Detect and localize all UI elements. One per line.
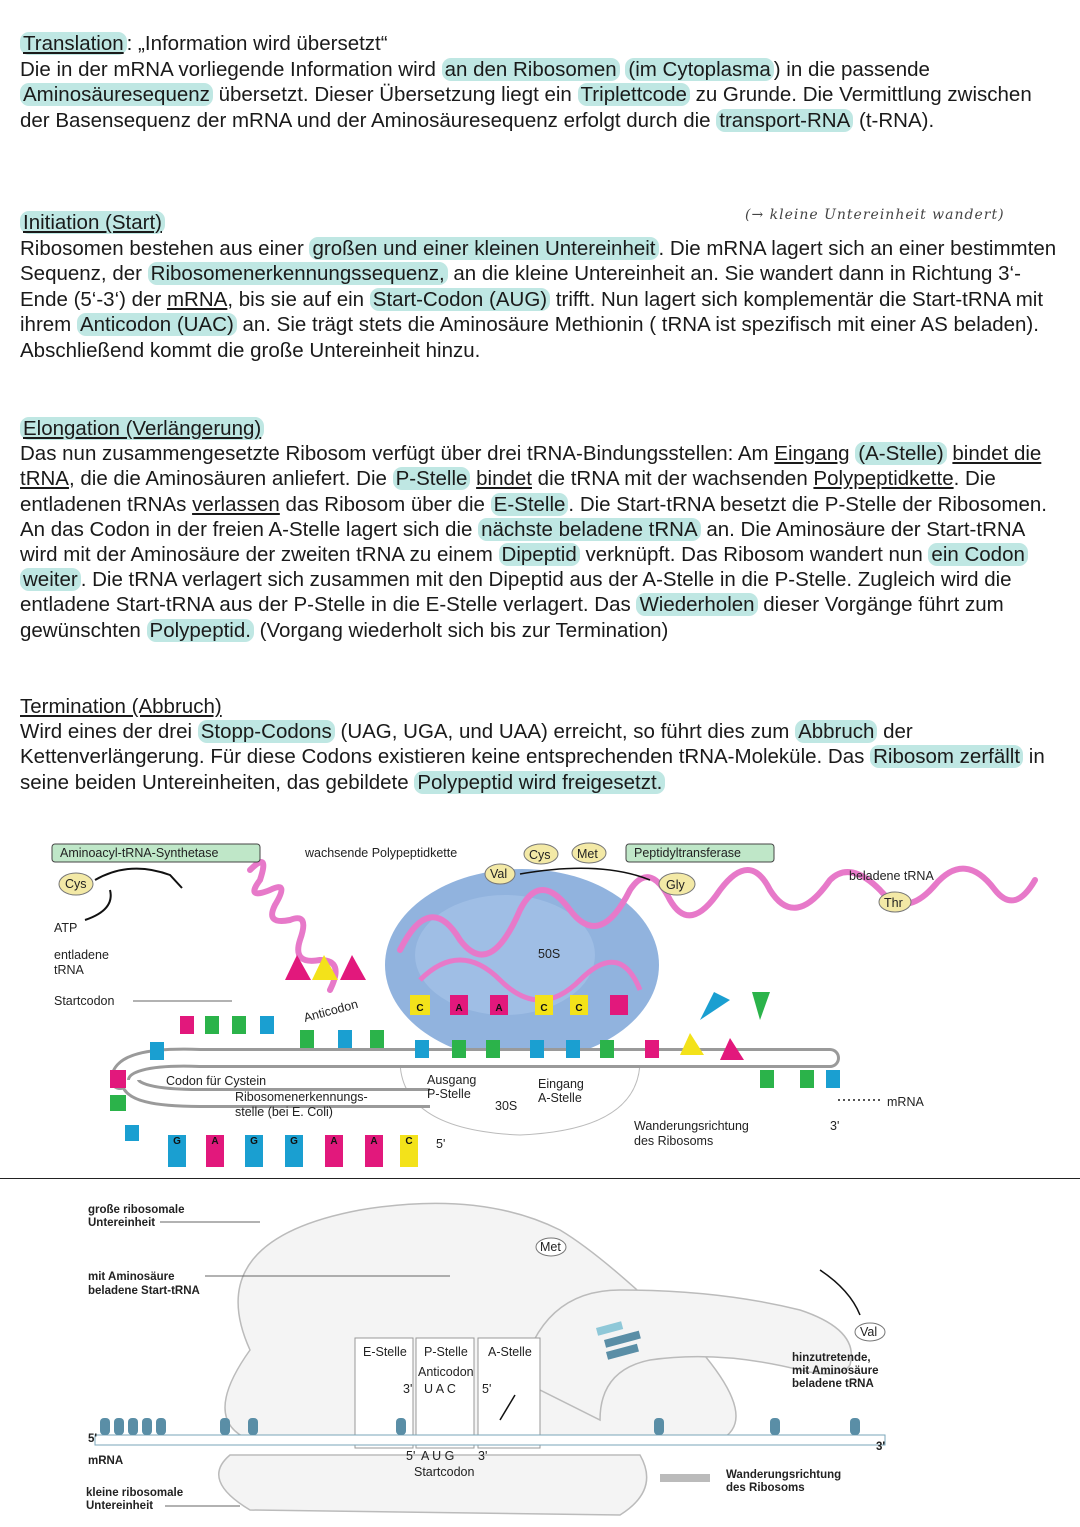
base-g-7: [826, 1070, 840, 1088]
lower-base-letter-4: G: [290, 1136, 298, 1147]
small-subunit-shape: [219, 1455, 647, 1515]
mit-as-label-1: mit Aminosäure: [88, 1271, 175, 1283]
five-prime-label: 5': [436, 1137, 446, 1151]
base-g-6: [566, 1040, 580, 1058]
ausgang-label-1: Ausgang: [427, 1073, 477, 1087]
translation-section: Translation : „Information wird übersetzt“ Die in der mRNA vorliegende Information wird an den Ribosomen (im Cytoplasma ) in die passende Aminosäuresequenz übersetzt. Dieser Übersetzung liegt ein Triplettcode zu Grunde. Die Vermittlung zwischen der Basensequenz der mRNA und der Aminosäuresequenz erfolgt durch die transport-RNA (t-RNA).: [20, 32, 1032, 132]
bump: [100, 1418, 110, 1435]
cys-top-label: Cys: [529, 848, 551, 862]
gly-label: Gly: [666, 878, 685, 892]
bump: [248, 1418, 258, 1435]
translation-diagram-initiation: [0, 1180, 1080, 1527]
handwritten-note: (→ kleine Untereinheit wandert): [745, 207, 1005, 223]
mid-base-a-1: A: [455, 1003, 463, 1014]
mid-base-c-3: C: [575, 1003, 583, 1014]
lower-base-letter-1: G: [173, 1136, 181, 1147]
trna-g: [700, 992, 730, 1020]
kleine-label-1: kleine ribosomale: [86, 1487, 184, 1499]
ausgang-label-2: P-Stelle: [427, 1087, 471, 1101]
a-stelle-label: A-Stelle: [488, 1345, 532, 1359]
lower-base-letter-6: A: [370, 1136, 378, 1147]
entladene-label-1: entladene: [54, 948, 109, 962]
bump: [850, 1418, 860, 1435]
hinzu-label-2: mit Aminosäure: [792, 1365, 879, 1377]
bump: [142, 1418, 152, 1435]
translation-heading: Translation: [20, 32, 127, 55]
wander-label-4: des Ribosoms: [726, 1482, 805, 1494]
bump: [396, 1418, 406, 1435]
bump: [220, 1418, 230, 1435]
atp-label: ATP: [54, 921, 78, 935]
translation-diagram-elongation: [0, 830, 1080, 1180]
three-prime-codon: 3': [478, 1449, 488, 1463]
base-g-2: [260, 1016, 274, 1034]
grosse-label-1: große ribosomale: [88, 1204, 185, 1216]
wander-label-2: des Ribosoms: [634, 1134, 714, 1148]
s30-label: 30S: [495, 1099, 518, 1113]
mit-as-label-2: beladene Start-tRNA: [88, 1285, 200, 1297]
eingang-label-1: Eingang: [538, 1077, 584, 1091]
rbs-label-2: stelle (bei E. Coli): [235, 1105, 333, 1119]
startcodon-label: Startcodon: [54, 994, 115, 1008]
base-g-5: [530, 1040, 544, 1058]
base-g-3: [338, 1030, 352, 1048]
base-g-4: [415, 1040, 429, 1058]
elongation-heading: Elongation (Verlängerung): [20, 417, 264, 440]
s50-label: 50S: [538, 947, 561, 961]
eingang-label-2: A-Stelle: [538, 1091, 582, 1105]
wander-label-3: Wanderungsrichtung: [726, 1469, 842, 1481]
mid-base-a-2: A: [495, 1003, 503, 1014]
cys-left-label: Cys: [65, 877, 87, 891]
synthetase-arrow: [95, 869, 182, 888]
base-u-1: [205, 1016, 219, 1034]
termination-heading: Termination (Abbruch): [20, 695, 222, 718]
bump: [128, 1418, 138, 1435]
polypeptide-label: wachsende Polypeptidkette: [305, 846, 458, 860]
codon-cystein-label: Codon für Cystein: [166, 1074, 267, 1088]
base-u-5: [452, 1040, 466, 1058]
p-stelle-label: P-Stelle: [424, 1345, 468, 1359]
trna-c: [680, 1033, 704, 1055]
mrna-label: mRNA: [887, 1095, 924, 1109]
lower-base-letter-3: G: [250, 1136, 258, 1147]
base-u-3: [300, 1030, 314, 1048]
base-u-4: [370, 1030, 384, 1048]
grosse-label-2: Untereinheit: [88, 1217, 156, 1229]
bump: [156, 1418, 166, 1435]
mid-base-c-2: C: [540, 1003, 548, 1014]
mrna-band: [95, 1435, 885, 1445]
figure-divider: [0, 1178, 1080, 1179]
val-label-2: Val: [860, 1325, 878, 1339]
base-u-9: [800, 1070, 814, 1088]
three-prime-label: 3': [830, 1119, 840, 1133]
startcodon-label-2: Startcodon: [414, 1465, 475, 1479]
lower-base-letter-7: C: [405, 1136, 413, 1147]
entladene-label-2: tRNA: [54, 963, 84, 977]
anticodon-seq: U A C: [424, 1382, 456, 1396]
hinzu-label-1: hinzutretende,: [792, 1352, 871, 1364]
base-u-10: [110, 1095, 126, 1111]
base-u-6: [486, 1040, 500, 1058]
base-u-2: [232, 1016, 246, 1034]
hinzu-label-3: beladene tRNA: [792, 1378, 874, 1390]
a-site-base-a2: [610, 995, 628, 1015]
mid-base-c-1: C: [416, 1003, 424, 1014]
mrna-bases-lower: [168, 1135, 418, 1167]
synthetase-label: Aminoacyl-tRNA-Synthetase: [60, 846, 219, 860]
base-a-1: [180, 1016, 194, 1034]
arrow-to-val: [820, 1270, 860, 1315]
kleine-label-2: Untereinheit: [86, 1500, 154, 1512]
trna-base-a2: [340, 955, 366, 980]
base-u-7: [600, 1040, 614, 1058]
elongation-section: Elongation (Verlängerung) Das nun zusammengesetzte Ribosom verfügt über drei tRNA-Bindungsstellen: Am Eingang (A-Stelle) bindet die tRNA, die die Aminosäuren anliefert. Die P-Stelle bindet die tRNA mit der wachsenden Polypeptidkette. Die entladenen tRNAs verlassen das Ribosom über die E-Stelle . Die Start-tRNA besetzt die P-Stelle der Ribosomen. An das Codon in der freien A-Stelle lagert sich die nächste beladene tRNA an. Die Aminosäure der Start-tRNA wird mit der Aminosäure der zweiten tRNA zu einem Dipeptid verknüpft. Das Ribosom wandert nun ein Codon weiter . Die tRNA verlagert sich zusammen mit den Dipeptid aus der A-Stelle in die P-Stelle. Zugleich wird die entladene Start-tRNA aus der P-Stelle in die E-Stelle verlagert. Das Wiederholen dieser Vorgänge führt zum gewünschten Polypeptid. (Vorgang wiederholt sich bis zur Termination): [20, 417, 1047, 642]
base-g-8: [125, 1125, 139, 1141]
bump: [654, 1418, 664, 1435]
anticodon-label: Anticodon: [302, 996, 360, 1025]
anticodon-label-2: Anticodon: [418, 1365, 474, 1379]
met-label: Met: [540, 1240, 561, 1254]
five-prime-anticodon: 5': [482, 1382, 492, 1396]
peptidyl-label: Peptidyltransferase: [634, 846, 742, 860]
lower-base-letter-2: A: [211, 1136, 219, 1147]
five-prime-codon: 5': [406, 1449, 416, 1463]
termination-section: Termination (Abbruch) Wird eines der drei Stopp-Codons (UAG, UGA, und UAA) erreicht, so führt dies zum Abbruch der Kettenverlängerung. Für diese Codons existieren keine entsprechenden tRNA-Moleküle. Das Ribosom zerfällt in seine beiden Untereinheiten, das gebildete Polypeptid wird freigesetzt.: [20, 695, 1045, 794]
five-prime-mrna: 5': [88, 1433, 98, 1445]
thr-label: Thr: [884, 896, 903, 910]
codon-seq: A U G: [421, 1449, 455, 1463]
three-prime-mrna: 3': [876, 1441, 886, 1453]
mrna-label-2: mRNA: [88, 1455, 124, 1467]
rbs-label-1: Ribosomenerkennungs-: [235, 1090, 368, 1104]
bump: [770, 1418, 780, 1435]
bump: [114, 1418, 124, 1435]
initiation-heading: Initiation (Start): [20, 211, 165, 234]
val-label: Val: [490, 867, 508, 881]
three-prime-anticodon: 3': [403, 1382, 413, 1396]
base-a-3: [110, 1070, 126, 1088]
trna-u: [752, 992, 770, 1020]
lower-base-letter-5: A: [330, 1136, 338, 1147]
atp-arrow: [85, 890, 111, 920]
base-g-1: [150, 1042, 164, 1060]
e-stelle-label: E-Stelle: [363, 1345, 407, 1359]
met-top-label: Met: [577, 847, 598, 861]
beladene-label: beladene tRNA: [849, 869, 934, 883]
base-u-8: [760, 1070, 774, 1088]
wander-label-1: Wanderungsrichtung: [634, 1119, 749, 1133]
initiation-section: Initiation (Start) Ribosomen bestehen aus einer großen und einer kleinen Untereinheit . Die mRNA lagert sich an einer bestimmten Sequenz, der Ribosomenerkennungssequenz, an die kleine Untereinheit an. Sie wandert dann in Richtung 3‘-Ende (5‘-3‘) der mRNA, bis sie auf ein Start-Codon (AUG) trifft. Nun lagert sich komplementär die Start-tRNA mit ihrem Anticodon (UAC) an. Sie trägt stets die Aminosäure Methionin ( tRNA ist spezifisch mit einer AS beladen). Abschließend kommt die große Untereinheit hinzu.: [20, 211, 1057, 362]
base-a-2: [645, 1040, 659, 1058]
